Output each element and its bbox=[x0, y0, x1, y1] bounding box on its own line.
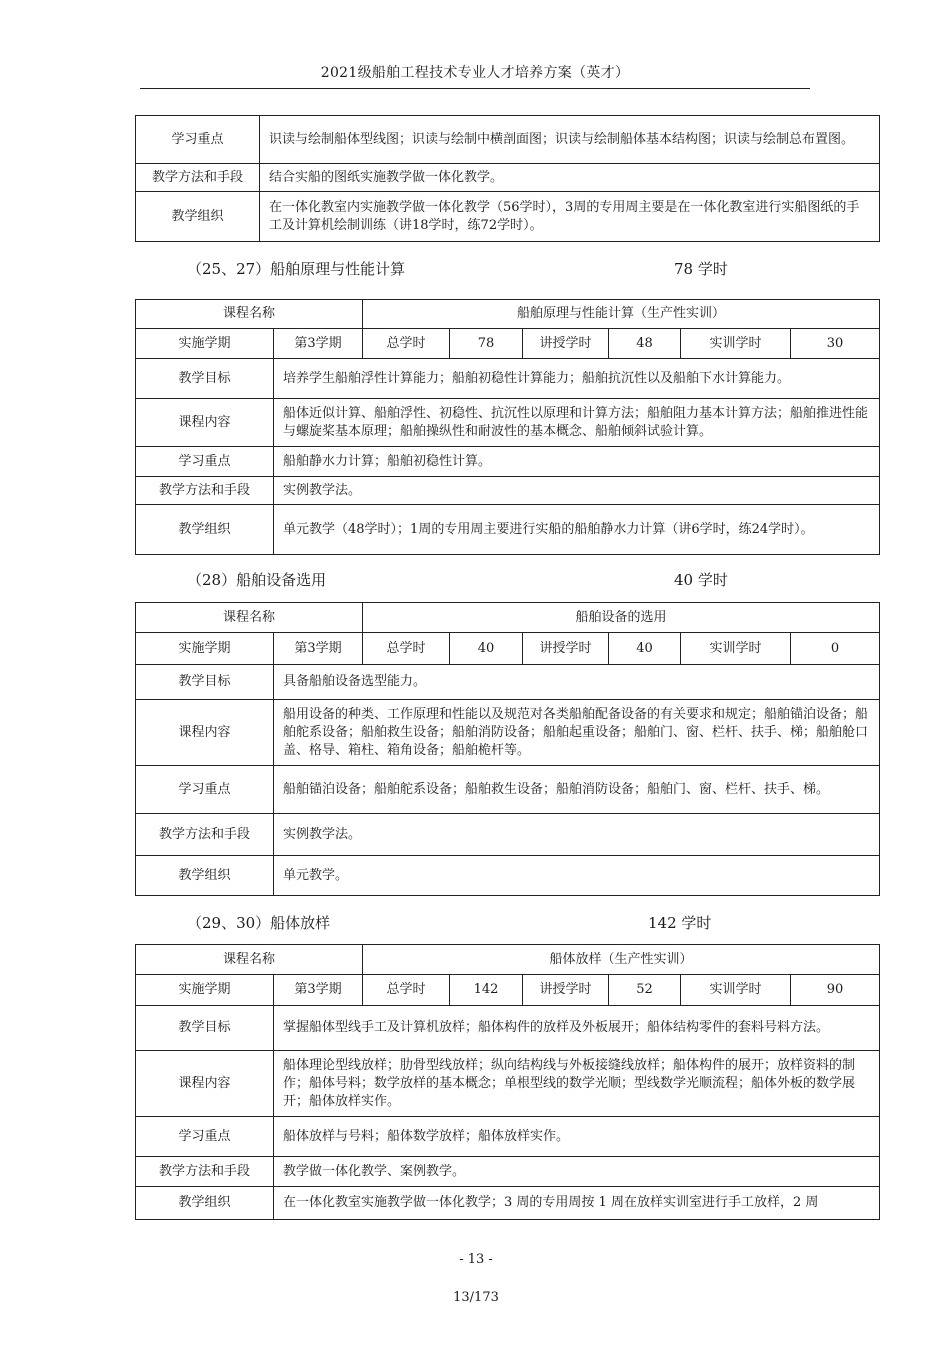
practice-hours-value: 30 bbox=[791, 329, 880, 359]
practice-hours-value: 0 bbox=[791, 633, 880, 665]
continued-course-table bbox=[135, 115, 880, 242]
table-row bbox=[136, 945, 880, 975]
table-row bbox=[136, 164, 880, 192]
row-label-course-name: 课程名称 bbox=[136, 300, 363, 329]
cell-focus: 识读与绘制船体型线图；识读与绘制中横剖面图；识读与绘制船体基本结构图；识读与绘制总布置图。 bbox=[260, 116, 880, 164]
cell-organization: 单元教学（48学时）；1周的专用周主要进行实船的船舶静水力计算（讲6学时，练24学时）。 bbox=[274, 505, 880, 555]
cell-method: 教学做一体化教学、案例教学。 bbox=[274, 1157, 880, 1187]
row-label-organization: 教学组织 bbox=[136, 505, 274, 555]
lecture-hours-label: 讲授学时 bbox=[523, 633, 609, 665]
cell-content: 船用设备的种类、工作原理和性能以及规范对各类船舶配备设备的有关要求和规定；船舶锚泊设备；船舶舵系设备；船舶救生设备；船舶消防设备；船舶起重设备；船舶门、窗、栏杆、扶手、梯；船舶舱口盖、格导、箱柱、箱角设备；船舶桅杆等。 bbox=[274, 700, 880, 766]
semester-value: 第3学期 bbox=[274, 975, 363, 1006]
section-title: （25、27）船舶原理与性能计算 bbox=[187, 260, 406, 278]
table-row bbox=[136, 505, 880, 555]
total-hours-label: 总学时 bbox=[363, 975, 450, 1006]
table-row bbox=[136, 633, 880, 665]
table-row bbox=[136, 116, 880, 164]
section-title: （28）船舶设备选用 bbox=[187, 571, 327, 589]
cell-organization: 在一体化教室内实施教学做一体化教学（56学时），3周的专用周主要是在一体化教室进行实船图纸的手工及计算机绘制训练（讲18学时，练72学时）。 bbox=[260, 192, 880, 242]
lecture-hours-value: 52 bbox=[609, 975, 681, 1006]
row-label-content: 课程内容 bbox=[136, 700, 274, 766]
course-table bbox=[135, 299, 880, 555]
row-label-method: 教学方法和手段 bbox=[136, 164, 260, 192]
row-label-method: 教学方法和手段 bbox=[136, 1157, 274, 1187]
row-label-course-name: 课程名称 bbox=[136, 945, 363, 975]
total-hours-value: 142 bbox=[450, 975, 523, 1006]
cell-method: 实例教学法。 bbox=[274, 814, 880, 856]
table-row bbox=[136, 1051, 880, 1117]
table-row bbox=[136, 700, 880, 766]
practice-hours-label: 实训学时 bbox=[681, 975, 791, 1006]
row-label-organization: 教学组织 bbox=[136, 856, 274, 896]
table-row bbox=[136, 329, 880, 359]
table-row bbox=[136, 1187, 880, 1220]
cell-goal: 具备船舶设备选型能力。 bbox=[274, 665, 880, 700]
table-row bbox=[136, 477, 880, 505]
row-label-organization: 教学组织 bbox=[136, 1187, 274, 1220]
lecture-hours-value: 48 bbox=[609, 329, 681, 359]
total-hours-value: 40 bbox=[450, 633, 523, 665]
lecture-hours-value: 40 bbox=[609, 633, 681, 665]
row-label-focus: 学习重点 bbox=[136, 766, 274, 814]
row-label-goal: 教学目标 bbox=[136, 359, 274, 399]
row-label-method: 教学方法和手段 bbox=[136, 477, 274, 505]
lecture-hours-label: 讲授学时 bbox=[523, 329, 609, 359]
cell-content: 船体理论型线放样；肋骨型线放样；纵向结构线与外板接缝线放样；船体构件的展开；放样资料的制作；船体号料；数学放样的基本概念；单根型线的数学光顺；型线数学光顺流程；船体外板的数学展开；船体放样实作。 bbox=[274, 1051, 880, 1117]
total-hours-label: 总学时 bbox=[363, 329, 450, 359]
row-label-organization: 教学组织 bbox=[136, 192, 260, 242]
table-row bbox=[136, 300, 880, 329]
document-header: 2021级船舶工程技术专业人才培养方案（英才） bbox=[320, 65, 630, 81]
row-label-semester: 实施学期 bbox=[136, 975, 274, 1006]
cell-method: 结合实船的图纸实施教学做一体化教学。 bbox=[260, 164, 880, 192]
course-name: 船舶设备的选用 bbox=[363, 603, 880, 633]
header-divider bbox=[140, 88, 810, 89]
course-table bbox=[135, 602, 880, 896]
table-row bbox=[136, 192, 880, 242]
course-name: 船舶原理与性能计算（生产性实训） bbox=[363, 300, 880, 329]
row-label-content: 课程内容 bbox=[136, 1051, 274, 1117]
semester-value: 第3学期 bbox=[274, 633, 363, 665]
section-hours: 78 学时 bbox=[674, 260, 728, 278]
cell-goal: 掌握船体型线手工及计算机放样；船体构件的放样及外板展开；船体结构零件的套料号料方法。 bbox=[274, 1006, 880, 1051]
table-row bbox=[136, 399, 880, 447]
course-name: 船体放样（生产性实训） bbox=[363, 945, 880, 975]
table-row bbox=[136, 1006, 880, 1051]
table-row bbox=[136, 603, 880, 633]
page-count: 13/173 bbox=[453, 1290, 499, 1305]
cell-focus: 船舶静水力计算；船舶初稳性计算。 bbox=[274, 447, 880, 477]
cell-method: 实例教学法。 bbox=[274, 477, 880, 505]
section-hours: 40 学时 bbox=[674, 571, 728, 589]
table-row bbox=[136, 1157, 880, 1187]
practice-hours-label: 实训学时 bbox=[681, 633, 791, 665]
table-row bbox=[136, 766, 880, 814]
row-label-goal: 教学目标 bbox=[136, 1006, 274, 1051]
course-table bbox=[135, 944, 880, 1220]
table-row bbox=[136, 856, 880, 896]
row-label-course-name: 课程名称 bbox=[136, 603, 363, 633]
row-label-focus: 学习重点 bbox=[136, 116, 260, 164]
table-row bbox=[136, 665, 880, 700]
table-row bbox=[136, 814, 880, 856]
row-label-method: 教学方法和手段 bbox=[136, 814, 274, 856]
row-label-focus: 学习重点 bbox=[136, 447, 274, 477]
practice-hours-value: 90 bbox=[791, 975, 880, 1006]
section-title: （29、30）船体放样 bbox=[187, 914, 331, 932]
total-hours-label: 总学时 bbox=[363, 633, 450, 665]
practice-hours-label: 实训学时 bbox=[681, 329, 791, 359]
row-label-content: 课程内容 bbox=[136, 399, 274, 447]
cell-organization: 单元教学。 bbox=[274, 856, 880, 896]
row-label-focus: 学习重点 bbox=[136, 1117, 274, 1157]
section-hours: 142 学时 bbox=[648, 914, 712, 932]
cell-content: 船体近似计算、船舶浮性、初稳性、抗沉性以原理和计算方法；船舶阻力基本计算方法；船舶推进性能与螺旋桨基本原理；船舶操纵性和耐波性的基本概念、船舶倾斜试验计算。 bbox=[274, 399, 880, 447]
table-row bbox=[136, 447, 880, 477]
page-number: - 13 - bbox=[459, 1252, 493, 1267]
row-label-goal: 教学目标 bbox=[136, 665, 274, 700]
cell-goal: 培养学生船舶浮性计算能力；船舶初稳性计算能力；船舶抗沉性以及船舶下水计算能力。 bbox=[274, 359, 880, 399]
row-label-semester: 实施学期 bbox=[136, 329, 274, 359]
lecture-hours-label: 讲授学时 bbox=[523, 975, 609, 1006]
table-row bbox=[136, 359, 880, 399]
total-hours-value: 78 bbox=[450, 329, 523, 359]
table-row bbox=[136, 975, 880, 1006]
cell-focus: 船舶锚泊设备；船舶舵系设备；船舶救生设备；船舶消防设备；船舶门、窗、栏杆、扶手、梯。 bbox=[274, 766, 880, 814]
cell-focus: 船体放样与号料；船体数学放样；船体放样实作。 bbox=[274, 1117, 880, 1157]
semester-value: 第3学期 bbox=[274, 329, 363, 359]
cell-organization: 在一体化教室实施教学做一体化教学；3 周的专用周按 1 周在放样实训室进行手工放样，2 周 bbox=[274, 1187, 880, 1220]
table-row bbox=[136, 1117, 880, 1157]
row-label-semester: 实施学期 bbox=[136, 633, 274, 665]
